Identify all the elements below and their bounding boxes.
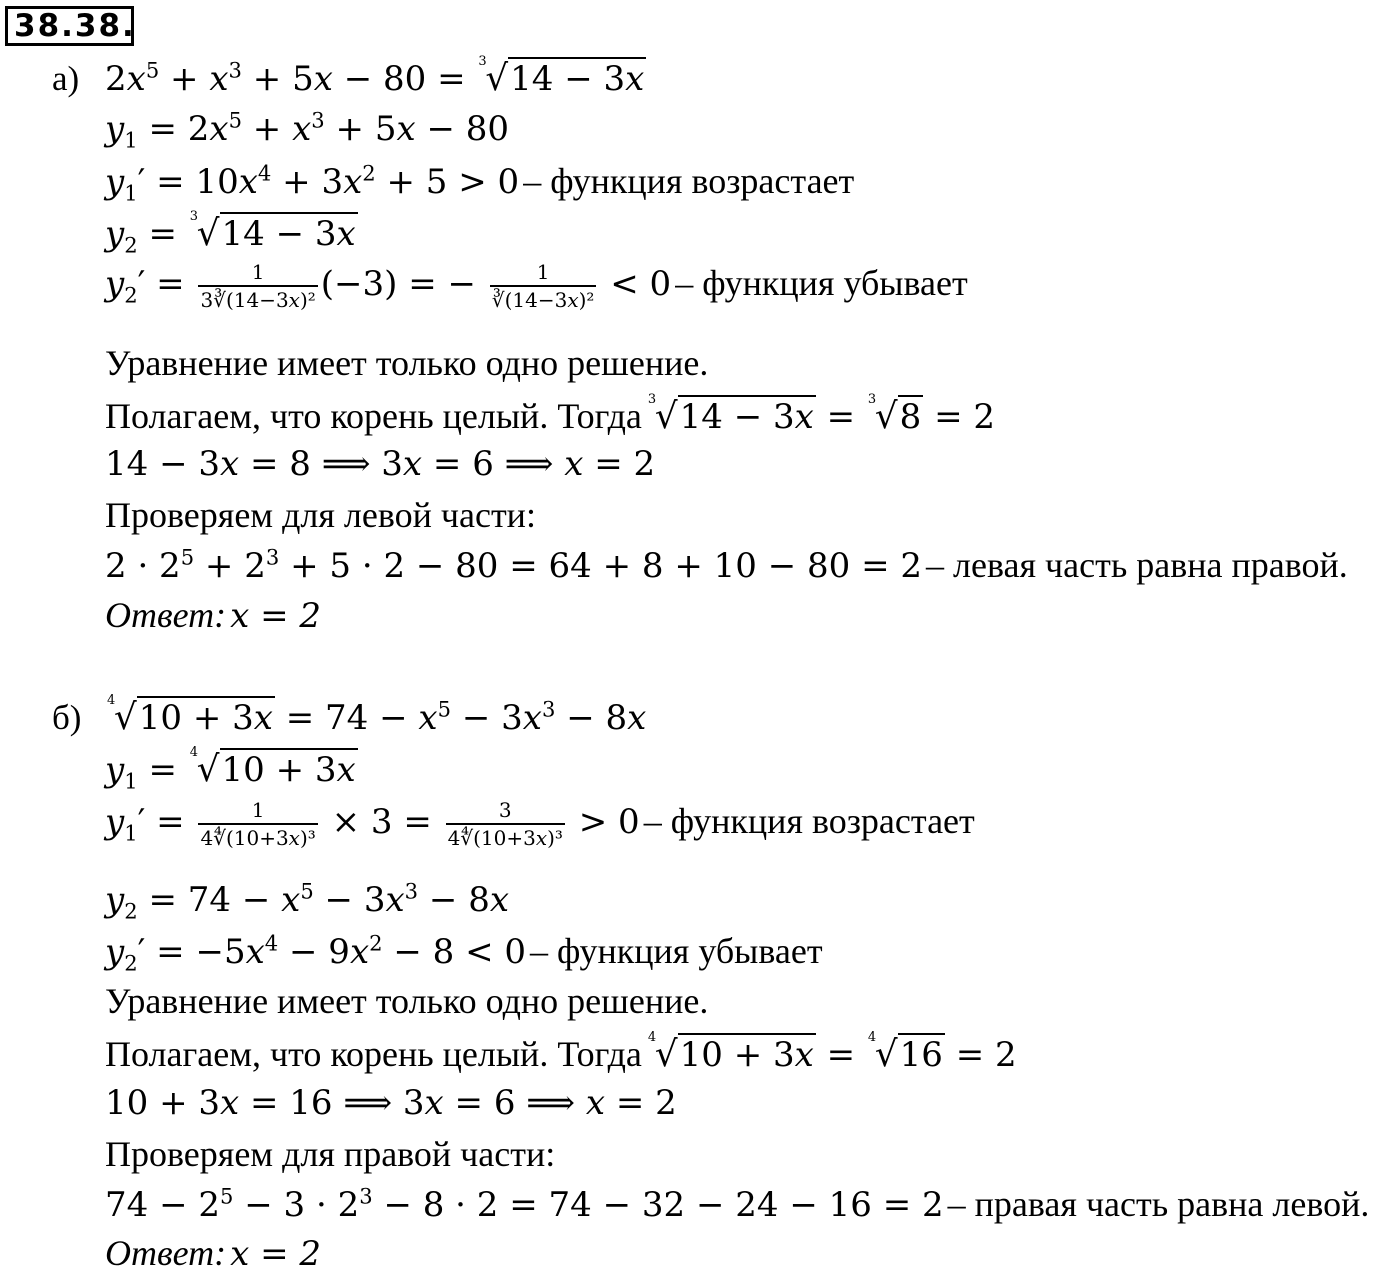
part-b-equation: 4 $√10 + 3x = 74 - x^5 - 3x^3 - 8x$	[107, 693, 647, 738]
part-b-y2: $y_2 = 74 - x^5 - 3x^3 - 8x$	[105, 878, 510, 924]
part-b-check: $74 - 2^5 - 3 \cdot 2^3 - 8 \cdot 2 = 74 - 32 - 24 - 16 = 2$ – правая часть равна левой.	[105, 1183, 1370, 1225]
part-a-conclusion: Уравнение имеет только одно решение.	[105, 343, 709, 383]
part-a-solve: 14 − 3x = 8 ⟹ 3x = 6 ⟹ x = 2	[105, 444, 656, 484]
part-b-assumption: Полагаем, что корень целый. Тогда 4 √10 + 3x = 4 √16 = 2	[105, 1030, 1017, 1075]
part-a-check-label: Проверяем для левой части:	[105, 495, 536, 535]
part-a-y1: $y_1 = 2x^5 + x^3 + 5x - 80$	[105, 107, 510, 153]
part-b-marker: б)	[52, 698, 82, 737]
part-a-y1-derivative: $y_1' = 10x^4 + 3x^2 + 5 > 0$ – функция возрастает	[105, 160, 855, 206]
part-a-y2-derivative: $y_2'$ = $\frac{1}{\text{3∛(14−3x)²}}$ (−3) = − $\frac{1}{\text{∛(14−3x)²}}$ < 0 – функция убывает	[105, 260, 968, 312]
part-a-equation: $2x^5 + x^3 + 5x - 80$ = 3 √14 − 3x	[105, 54, 645, 99]
part-b-conclusion: Уравнение имеет только одно решение.	[105, 981, 709, 1021]
part-b-solve: 10 + 3x = 16 ⟹ 3x = 6 ⟹ x = 2	[105, 1083, 677, 1123]
part-a-y2: $y_2$ = 3 √14 − 3x	[105, 209, 356, 258]
part-a-check: $2 \cdot 2^5 + 2^3 + 5 \cdot 2 - 80 = 64 + 8 + 10 - 80 = 2$ – левая часть равна правой.	[105, 544, 1348, 586]
part-b-check-note: – правая часть равна левой.	[947, 1184, 1370, 1224]
part-b-check-label: Проверяем для правой части:	[105, 1134, 556, 1174]
part-a-check-note: – левая часть равна правой.	[926, 545, 1348, 585]
part-b-y2-note: – функция убывает	[530, 931, 823, 971]
part-a-y1-note: – функция возрастает	[523, 161, 855, 201]
problem-number: 38.38.	[5, 6, 134, 46]
part-b-y2-derivative: $y_2' = -5x^4 - 9x^2 - 8 < 0$ – функция убывает	[105, 930, 823, 976]
part-a-y2-note: – функция убывает	[675, 263, 968, 303]
part-b-y1-note: – функция возрастает	[643, 801, 975, 841]
part-b-answer: Ответ: x = 2	[105, 1233, 322, 1274]
part-a-marker: а)	[52, 59, 80, 98]
part-a-answer: Ответ: x = 2	[105, 595, 322, 636]
part-b-y1-derivative: $y_1'$ = $\frac{1}{\text{4∜(10+3x)³}}$ × 3 = $\frac{3}{\text{4∜(10+3x)³}}$ > 0 – функция возрастает	[105, 798, 975, 850]
part-a-assumption: Полагаем, что корень целый. Тогда 3 √14 − 3x = 3 √8 = 2	[105, 392, 996, 437]
part-b-y1: $y_1$ = 4 √10 + 3x	[105, 745, 356, 794]
